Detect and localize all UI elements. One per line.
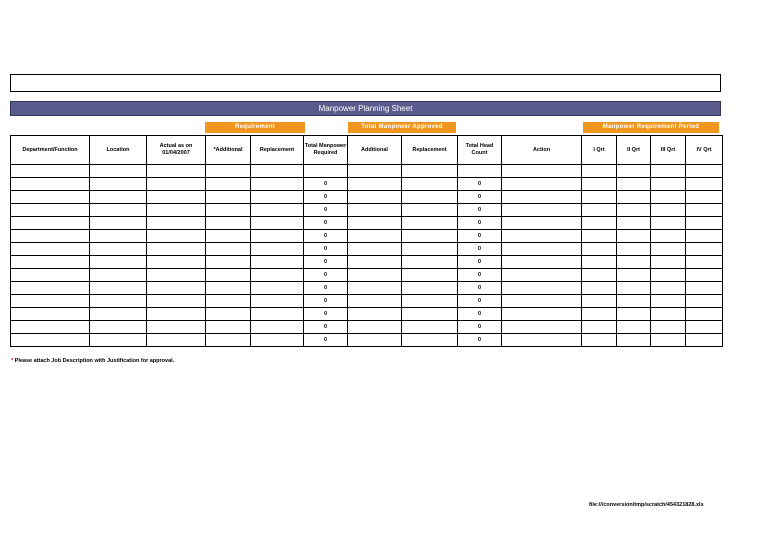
- table-cell[interactable]: [251, 178, 304, 191]
- table-cell[interactable]: [147, 178, 206, 191]
- table-row: [11, 295, 723, 308]
- table-cell[interactable]: [11, 282, 90, 295]
- table-cell[interactable]: [90, 334, 147, 347]
- table-cell[interactable]: [206, 217, 251, 230]
- table-cell[interactable]: [651, 243, 686, 256]
- table-cell[interactable]: [90, 191, 147, 204]
- table-cell[interactable]: [90, 230, 147, 243]
- cell-total-head-count[interactable]: 0: [458, 334, 502, 347]
- table-cell[interactable]: [206, 282, 251, 295]
- cell-total-head-count[interactable]: 0: [458, 243, 502, 256]
- table-cell[interactable]: [402, 191, 458, 204]
- table-cell[interactable]: [582, 204, 617, 217]
- table-cell[interactable]: [251, 165, 304, 178]
- table-cell[interactable]: [251, 269, 304, 282]
- table-cell[interactable]: [617, 165, 651, 178]
- table-cell[interactable]: [348, 178, 402, 191]
- cell-total-head-count[interactable]: 0: [458, 217, 502, 230]
- table-cell[interactable]: [402, 230, 458, 243]
- table-cell[interactable]: [11, 204, 90, 217]
- table-cell[interactable]: [617, 295, 651, 308]
- table-cell[interactable]: [617, 256, 651, 269]
- col-header-location: Location: [90, 136, 147, 165]
- table-cell[interactable]: [617, 334, 651, 347]
- table-cell[interactable]: [686, 282, 723, 295]
- table-row: [11, 178, 723, 191]
- table-cell[interactable]: [402, 269, 458, 282]
- table-cell[interactable]: [502, 178, 582, 191]
- table-cell[interactable]: [348, 321, 402, 334]
- table-cell[interactable]: [90, 217, 147, 230]
- cell-total-head-count[interactable]: 0: [458, 178, 502, 191]
- table-cell[interactable]: [651, 334, 686, 347]
- table-cell[interactable]: [206, 191, 251, 204]
- cell-total-required[interactable]: 0: [304, 295, 348, 308]
- table-cell[interactable]: [147, 191, 206, 204]
- table-cell[interactable]: [402, 256, 458, 269]
- table-row: [11, 256, 723, 269]
- table-cell[interactable]: [617, 204, 651, 217]
- table-cell[interactable]: [348, 282, 402, 295]
- cell-total-head-count[interactable]: [458, 165, 502, 178]
- table-cell[interactable]: [147, 243, 206, 256]
- group-header-period: Manpower Requirement Period: [583, 122, 719, 133]
- col-header-action: Action: [502, 136, 582, 165]
- col-header-q1: I Qrt: [582, 136, 617, 165]
- table-cell[interactable]: [582, 256, 617, 269]
- table-cell[interactable]: [402, 178, 458, 191]
- col-header-approved-replacement: Replacement: [402, 136, 458, 165]
- table-cell[interactable]: [651, 321, 686, 334]
- table-cell[interactable]: [251, 282, 304, 295]
- table-cell[interactable]: [251, 230, 304, 243]
- table-cell[interactable]: [686, 308, 723, 321]
- table-cell[interactable]: [147, 334, 206, 347]
- table-cell[interactable]: [206, 204, 251, 217]
- table-cell[interactable]: [251, 321, 304, 334]
- table-cell[interactable]: [651, 308, 686, 321]
- file-path-footer: file:///conversion/tmp/scratch/454321828.xls: [589, 502, 704, 508]
- table-cell[interactable]: [582, 321, 617, 334]
- table-cell[interactable]: [582, 191, 617, 204]
- table-cell[interactable]: [502, 334, 582, 347]
- col-header-q4: IV Qrt: [686, 136, 723, 165]
- table-cell[interactable]: [402, 165, 458, 178]
- table-cell[interactable]: [251, 204, 304, 217]
- table-cell[interactable]: [147, 217, 206, 230]
- table-cell[interactable]: [90, 269, 147, 282]
- table-cell[interactable]: [651, 178, 686, 191]
- table-cell[interactable]: [502, 321, 582, 334]
- table-cell[interactable]: [582, 217, 617, 230]
- table-cell[interactable]: [502, 256, 582, 269]
- table-cell[interactable]: [348, 243, 402, 256]
- table-cell[interactable]: [90, 243, 147, 256]
- table-cell[interactable]: [582, 165, 617, 178]
- table-cell[interactable]: [11, 295, 90, 308]
- table-cell[interactable]: [651, 282, 686, 295]
- table-cell[interactable]: [651, 256, 686, 269]
- table-cell[interactable]: [582, 243, 617, 256]
- table-cell[interactable]: [651, 204, 686, 217]
- cell-total-required[interactable]: 0: [304, 282, 348, 295]
- cell-total-required[interactable]: [304, 165, 348, 178]
- approval-note: [11, 358, 174, 364]
- table-cell[interactable]: [686, 204, 723, 217]
- table-cell[interactable]: [147, 204, 206, 217]
- cell-total-required[interactable]: 0: [304, 269, 348, 282]
- table-cell[interactable]: [206, 321, 251, 334]
- table-cell[interactable]: [348, 308, 402, 321]
- table-cell[interactable]: [651, 165, 686, 178]
- table-cell[interactable]: [90, 178, 147, 191]
- table-cell[interactable]: [90, 295, 147, 308]
- cell-total-required[interactable]: 0: [304, 308, 348, 321]
- table-cell[interactable]: [11, 321, 90, 334]
- col-header-req-replacement: Replacement: [251, 136, 304, 165]
- table-cell[interactable]: [90, 165, 147, 178]
- table-cell[interactable]: [348, 191, 402, 204]
- table-cell[interactable]: [206, 256, 251, 269]
- table-cell[interactable]: [686, 321, 723, 334]
- table-cell[interactable]: [90, 321, 147, 334]
- cell-total-required[interactable]: 0: [304, 321, 348, 334]
- table-cell[interactable]: [147, 282, 206, 295]
- table-cell[interactable]: [617, 230, 651, 243]
- table-cell[interactable]: [147, 308, 206, 321]
- table-cell[interactable]: [206, 230, 251, 243]
- sheet-title: Manpower Planning Sheet: [10, 101, 721, 116]
- cell-total-required[interactable]: 0: [304, 178, 348, 191]
- table-cell[interactable]: [11, 256, 90, 269]
- cell-total-required[interactable]: 0: [304, 217, 348, 230]
- table-row: [11, 269, 723, 282]
- table-cell[interactable]: [617, 243, 651, 256]
- table-row: [11, 308, 723, 321]
- header-input-box[interactable]: [10, 74, 721, 92]
- table-cell[interactable]: [502, 165, 582, 178]
- table-cell[interactable]: [402, 321, 458, 334]
- table-cell[interactable]: [147, 269, 206, 282]
- table-cell[interactable]: [147, 321, 206, 334]
- table-cell[interactable]: [617, 269, 651, 282]
- table-cell[interactable]: [11, 191, 90, 204]
- table-cell[interactable]: [147, 165, 206, 178]
- table-cell[interactable]: [90, 256, 147, 269]
- table-row: [11, 204, 723, 217]
- table-cell[interactable]: [147, 230, 206, 243]
- table-cell[interactable]: [11, 269, 90, 282]
- table-cell[interactable]: [206, 165, 251, 178]
- cell-total-head-count[interactable]: 0: [458, 230, 502, 243]
- table-cell[interactable]: [251, 334, 304, 347]
- table-cell[interactable]: [348, 230, 402, 243]
- cell-total-head-count[interactable]: 0: [458, 308, 502, 321]
- table-cell[interactable]: [582, 295, 617, 308]
- table-cell[interactable]: [206, 269, 251, 282]
- cell-total-head-count[interactable]: 0: [458, 282, 502, 295]
- table-cell[interactable]: [686, 191, 723, 204]
- table-cell[interactable]: [251, 243, 304, 256]
- cell-total-head-count[interactable]: 0: [458, 204, 502, 217]
- table-cell[interactable]: [686, 256, 723, 269]
- table-row: [11, 230, 723, 243]
- cell-total-required[interactable]: 0: [304, 204, 348, 217]
- table-cell[interactable]: [11, 165, 90, 178]
- manpower-table: [10, 135, 723, 347]
- table-row: [11, 334, 723, 347]
- table-cell[interactable]: [686, 334, 723, 347]
- table-cell[interactable]: [651, 191, 686, 204]
- table-cell[interactable]: [90, 282, 147, 295]
- table-cell[interactable]: [502, 204, 582, 217]
- table-row: [11, 282, 723, 295]
- col-header-total-required: Total Manpower Required: [304, 136, 348, 165]
- cell-total-head-count[interactable]: 0: [458, 295, 502, 308]
- table-row: [11, 321, 723, 334]
- table-cell[interactable]: [502, 191, 582, 204]
- table-cell[interactable]: [402, 334, 458, 347]
- table-cell[interactable]: [582, 269, 617, 282]
- table-cell[interactable]: [686, 243, 723, 256]
- note-text: Please attach Job Description with Justification for approval.: [13, 358, 175, 364]
- table-cell[interactable]: [686, 178, 723, 191]
- col-header-actual: Actual as on 01/04/2007: [147, 136, 206, 165]
- cell-total-head-count[interactable]: 0: [458, 256, 502, 269]
- table-cell[interactable]: [206, 308, 251, 321]
- col-header-department: Department/Function: [11, 136, 90, 165]
- table-cell[interactable]: [402, 308, 458, 321]
- table-cell[interactable]: [147, 256, 206, 269]
- table-cell[interactable]: [502, 269, 582, 282]
- table-cell[interactable]: [617, 321, 651, 334]
- table-cell[interactable]: [402, 217, 458, 230]
- table-cell[interactable]: [617, 178, 651, 191]
- table-cell[interactable]: [651, 217, 686, 230]
- table-cell[interactable]: [651, 269, 686, 282]
- table-cell[interactable]: [348, 217, 402, 230]
- table-cell[interactable]: [582, 178, 617, 191]
- table-cell[interactable]: [582, 230, 617, 243]
- cell-total-required[interactable]: 0: [304, 191, 348, 204]
- cell-total-required[interactable]: 0: [304, 243, 348, 256]
- table-cell[interactable]: [617, 282, 651, 295]
- table-cell[interactable]: [402, 243, 458, 256]
- table-cell[interactable]: [502, 230, 582, 243]
- table-cell[interactable]: [147, 295, 206, 308]
- table-cell[interactable]: [251, 217, 304, 230]
- table-cell[interactable]: [90, 308, 147, 321]
- table-header-row: [11, 136, 723, 165]
- col-header-approved-additional: Additional: [348, 136, 402, 165]
- table-cell[interactable]: [251, 191, 304, 204]
- cell-total-head-count[interactable]: 0: [458, 321, 502, 334]
- table-cell[interactable]: [206, 295, 251, 308]
- table-cell[interactable]: [251, 308, 304, 321]
- table-cell[interactable]: [502, 217, 582, 230]
- table-row: [11, 243, 723, 256]
- group-header-approved: Total Manpower Approved: [348, 122, 456, 133]
- table-cell[interactable]: [402, 204, 458, 217]
- table-cell[interactable]: [11, 334, 90, 347]
- table-cell[interactable]: [348, 334, 402, 347]
- table-cell[interactable]: [11, 308, 90, 321]
- table-cell[interactable]: [686, 217, 723, 230]
- table-cell[interactable]: [206, 334, 251, 347]
- cell-total-required[interactable]: 0: [304, 334, 348, 347]
- table-cell[interactable]: [651, 295, 686, 308]
- table-cell[interactable]: [348, 165, 402, 178]
- table-cell[interactable]: [686, 269, 723, 282]
- col-header-q3: III Qrt: [651, 136, 686, 165]
- table-cell[interactable]: [11, 178, 90, 191]
- table-cell[interactable]: [617, 308, 651, 321]
- table-cell[interactable]: [502, 243, 582, 256]
- note-asterisk: *: [11, 358, 14, 364]
- table-cell[interactable]: [582, 308, 617, 321]
- table-cell[interactable]: [251, 256, 304, 269]
- table-cell[interactable]: [651, 230, 686, 243]
- cell-total-head-count[interactable]: 0: [458, 191, 502, 204]
- table-row: [11, 191, 723, 204]
- table-cell[interactable]: [348, 204, 402, 217]
- cell-total-required[interactable]: 0: [304, 256, 348, 269]
- table-cell[interactable]: [348, 295, 402, 308]
- table-cell[interactable]: [617, 191, 651, 204]
- table-cell[interactable]: [502, 308, 582, 321]
- col-header-req-additional: *Additional: [206, 136, 251, 165]
- table-cell[interactable]: [686, 165, 723, 178]
- col-header-q2: II Qrt: [617, 136, 651, 165]
- table-cell[interactable]: [11, 230, 90, 243]
- table-cell[interactable]: [402, 295, 458, 308]
- table-cell[interactable]: [502, 295, 582, 308]
- table-cell[interactable]: [206, 178, 251, 191]
- table-row: [11, 217, 723, 230]
- table-cell[interactable]: [582, 282, 617, 295]
- table-cell[interactable]: [206, 243, 251, 256]
- table-cell[interactable]: [348, 256, 402, 269]
- cell-total-head-count[interactable]: 0: [458, 269, 502, 282]
- cell-total-required[interactable]: 0: [304, 230, 348, 243]
- table-cell[interactable]: [617, 217, 651, 230]
- col-header-total-head-count: Total Head Count: [458, 136, 502, 165]
- table-row: [11, 165, 723, 178]
- table-cell[interactable]: [686, 230, 723, 243]
- table-cell[interactable]: [402, 282, 458, 295]
- table-cell[interactable]: [582, 334, 617, 347]
- table-cell[interactable]: [686, 295, 723, 308]
- group-header-requirement: Requirement: [205, 122, 305, 133]
- table-cell[interactable]: [348, 269, 402, 282]
- table-cell[interactable]: [502, 282, 582, 295]
- table-cell[interactable]: [11, 217, 90, 230]
- table-cell[interactable]: [251, 295, 304, 308]
- table-cell[interactable]: [90, 204, 147, 217]
- table-cell[interactable]: [11, 243, 90, 256]
